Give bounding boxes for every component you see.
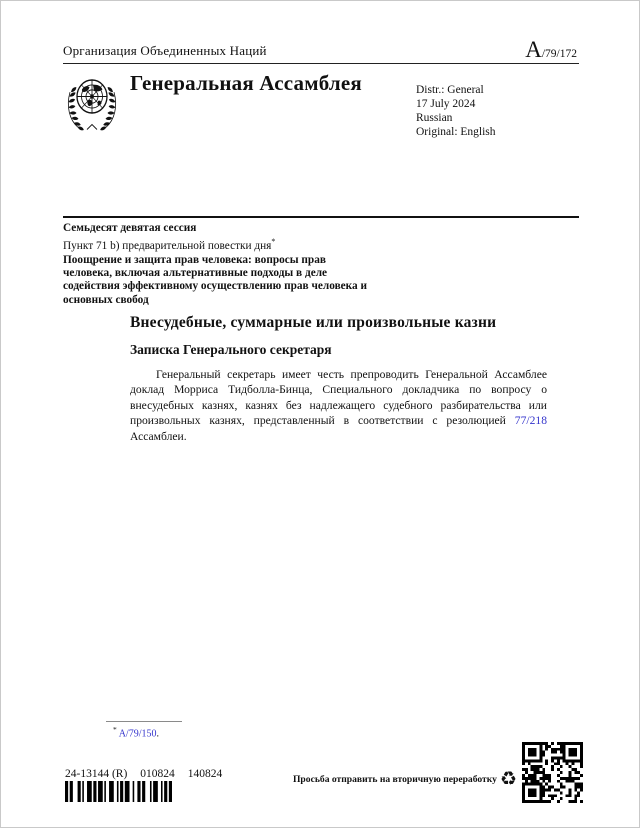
agenda-item-text: Пункт 71 b) предварительной повестки дня [63, 240, 272, 253]
page-subtitle: Записка Генерального секретаря [130, 342, 332, 357]
footnote-separator [106, 721, 182, 722]
distr-line: Distr.: General [416, 84, 484, 96]
agenda-item [63, 235, 373, 253]
paragraph-text-after: Ассамблеи. [130, 429, 187, 443]
footnote-suffix: . [156, 728, 159, 740]
recycle-notice [231, 765, 517, 793]
date-line: 17 July 2024 [416, 98, 476, 110]
session-block [63, 222, 373, 307]
org-name: Организация Объединенных Наций [63, 43, 267, 58]
assembly-title: Генеральная Ассамблея [130, 71, 362, 95]
language-line: Russian [416, 112, 453, 124]
recycle-text: Просьба отправить на вторичную переработку [292, 773, 497, 785]
agenda-footnote-marker: * [271, 237, 276, 247]
original-language-line: Original: English [416, 126, 496, 138]
footnote [113, 725, 159, 739]
distribution-block [416, 83, 496, 139]
document-symbol-number: /79/172 [541, 48, 577, 60]
body-paragraph [130, 367, 547, 444]
qr-code-icon [522, 742, 583, 803]
job-number: 24-13144 (R) [65, 768, 128, 780]
section-rule [63, 216, 579, 218]
page-title: Внесудебные, суммарные или произвольные казни [130, 314, 497, 331]
session-title: Семьдесят девятая сессия [63, 222, 197, 234]
un-emblem-icon [62, 69, 122, 135]
document-symbol [525, 37, 577, 63]
distribution-date-code: 140824 [187, 768, 223, 780]
agenda-topic: Поощрение и защита прав человека: вопросы прав человека, включая альтернативные подходы в деле содействия эффективному осуществлению прав человека и основных свобод [63, 253, 368, 306]
recycle-icon: ♻ [499, 767, 517, 790]
paragraph-text-before: Генеральный секретарь имеет честь препроводить Генеральной Ассамблее доклад Морриса Тидболла-Бинца, Специального докладчика по вопросу о внесудебных казнях, казнях без надлежащего судебного разбирательства или произвольных казнях, представленный в соответствии с резолюцией [130, 368, 547, 428]
footnote-link[interactable]: A/79/150 [118, 728, 157, 740]
header-rule [63, 63, 579, 64]
barcode-icon [65, 781, 172, 802]
document-symbol-letter: A [525, 37, 542, 62]
resolution-link[interactable]: 77/218 [514, 414, 547, 428]
job-number-line [65, 768, 222, 780]
footnote-marker: * [113, 725, 117, 734]
issue-date-code: 010824 [140, 768, 175, 780]
